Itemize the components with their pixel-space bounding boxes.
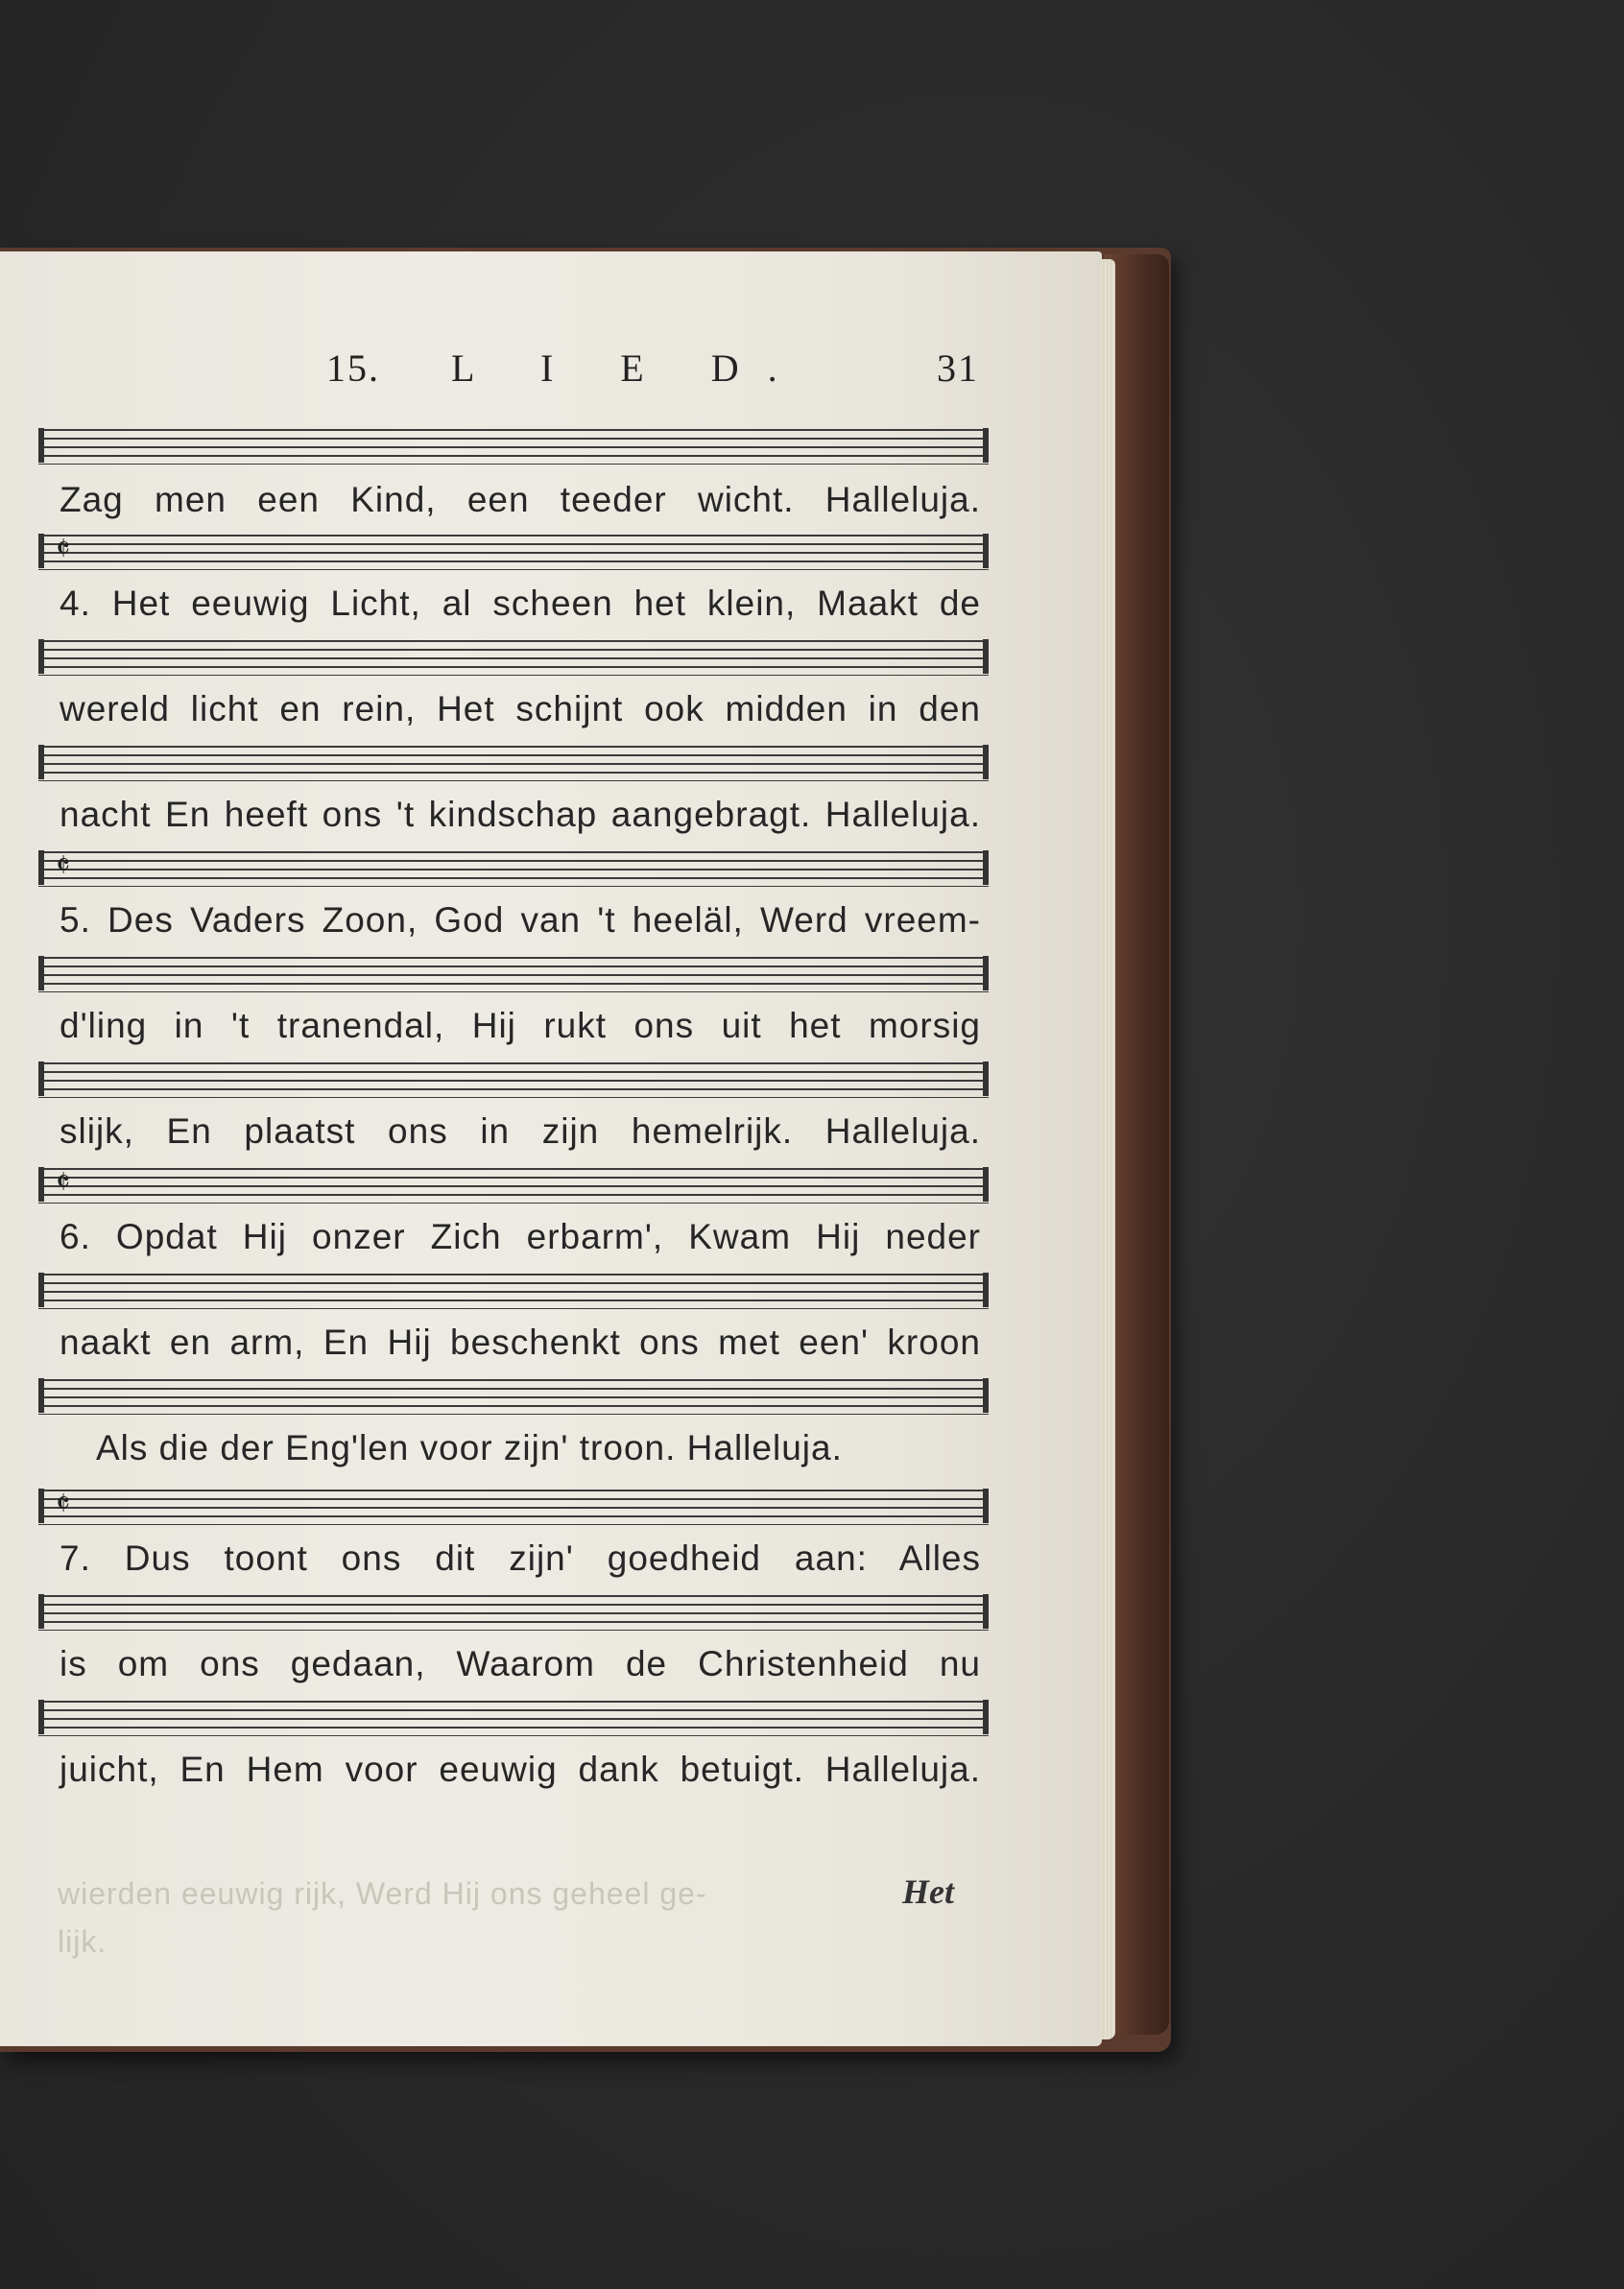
page-title: L I E D. [451, 346, 806, 390]
music-staff [38, 1161, 989, 1204]
show-through-text: lijk. [58, 1924, 107, 1959]
music-staff [38, 1267, 989, 1309]
hymn-number: 15. [326, 346, 380, 390]
music-staff [38, 739, 989, 781]
lyric-line: Zag men een Kind, een teeder wicht. Halleluja. [60, 480, 981, 519]
music-staff [38, 845, 989, 887]
music-staff [38, 528, 989, 570]
lyric-line: Als die der Eng'len voor zijn' troon. Halleluja. [96, 1428, 843, 1467]
music-staff [38, 1372, 989, 1415]
music-staff [38, 1694, 989, 1736]
lyric-line: is om ons gedaan, Waarom de Christenheid nu [60, 1644, 981, 1683]
page-number: 31 [937, 346, 979, 390]
lyric-line: 6. Opdat Hij onzer Zich erbarm', Kwam Hij neder [60, 1217, 981, 1256]
music-staff [38, 950, 989, 992]
cut-time-clef-icon: 𝄵 [56, 530, 71, 568]
lyric-line: 4. Het eeuwig Licht, al scheen het klein, Maakt de [60, 584, 981, 623]
music-staff [38, 422, 989, 465]
music-staff [38, 1483, 989, 1525]
page-header [326, 346, 979, 393]
show-through-text: wierden eeuwig rijk, Werd Hij ons geheel ge- [58, 1876, 707, 1911]
lyric-line: wereld licht en rein, Het schijnt ook midden in den [60, 689, 981, 728]
cut-time-clef-icon: 𝄵 [56, 1485, 71, 1523]
lyric-line: naakt en arm, En Hij beschenkt ons met een' kroon [60, 1323, 981, 1362]
cut-time-clef-icon: 𝄵 [56, 1163, 71, 1202]
lyric-line: d'ling in 't tranendal, Hij rukt ons uit het morsig [60, 1006, 981, 1045]
lyric-line: slijk, En plaatst ons in zijn hemelrijk. Halleluja. [60, 1111, 981, 1151]
lyric-line: juicht, En Hem voor eeuwig dank betuigt. Halleluja. [60, 1750, 981, 1789]
lyric-line: 7. Dus toont ons dit zijn' goedheid aan: Alles [60, 1538, 981, 1578]
lyric-line: nacht En heeft ons 't kindschap aangebragt. Halleluja. [60, 795, 981, 834]
music-staff [38, 1588, 989, 1631]
music-staff [38, 1056, 989, 1098]
lyric-line: 5. Des Vaders Zoon, God van 't heeläl, Werd vreem- [60, 900, 981, 940]
cut-time-clef-icon: 𝄵 [56, 846, 71, 885]
music-staff [38, 633, 989, 676]
catchword: Het [902, 1872, 954, 1911]
